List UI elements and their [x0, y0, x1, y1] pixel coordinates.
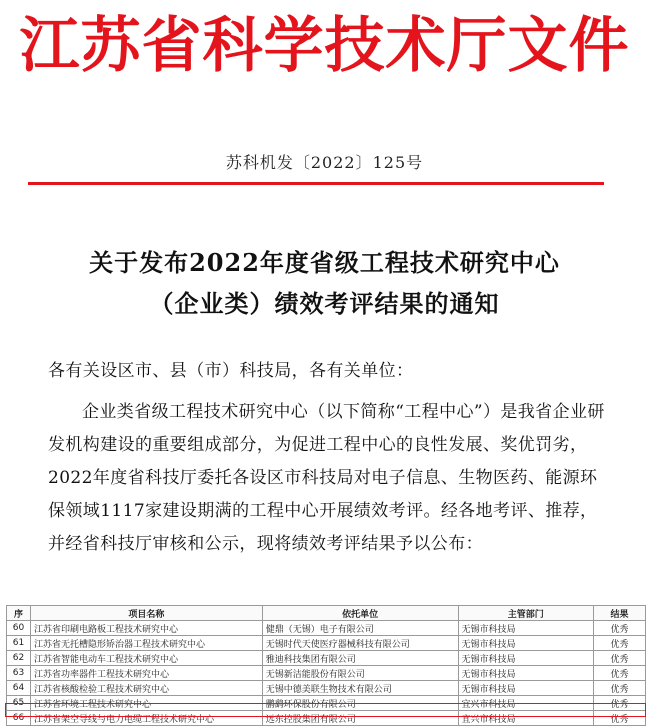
cell-result: 优秀 — [594, 696, 646, 711]
notice-title-line-2: （企业类）绩效考评结果的通知 — [149, 289, 500, 318]
table-row — [7, 621, 646, 636]
cell-no: 62 — [7, 651, 31, 666]
cell-project: 江苏省功率器件工程技术研究中心 — [30, 666, 262, 681]
table-row — [7, 696, 646, 711]
cell-result: 优秀 — [594, 666, 646, 681]
header-project: 项目名称 — [30, 606, 262, 621]
cell-dept: 无锡市科技局 — [458, 681, 594, 696]
header-unit: 依托单位 — [262, 606, 458, 621]
table-header-row — [7, 606, 646, 621]
cell-project: 江苏省架空导线与电力电缆工程技术研究中心 — [30, 711, 262, 726]
table-row — [7, 636, 646, 651]
cell-result: 优秀 — [594, 636, 646, 651]
table-row — [7, 681, 646, 696]
cell-project: 江苏省无托槽隐形矫治器工程技术研究中心 — [30, 636, 262, 651]
document-masthead: 江苏省科学技术厅文件 — [19, 11, 630, 81]
cell-dept: 无锡市科技局 — [458, 651, 594, 666]
cell-dept: 无锡市科技局 — [458, 636, 594, 651]
cell-unit: 远东控股集团有限公司 — [262, 711, 458, 726]
salutation: 各有关设区市、县（市）科技局，各有关单位： — [48, 361, 414, 381]
table-row-highlighted — [7, 711, 646, 726]
cell-unit: 无锡新洁能股份有限公司 — [262, 666, 458, 681]
cell-result: 优秀 — [594, 651, 646, 666]
cell-unit: 雅迪科技集团有限公司 — [262, 651, 458, 666]
cell-project: 江苏省核酸检验工程技术研究中心 — [30, 681, 262, 696]
cell-dept: 无锡市科技局 — [458, 666, 594, 681]
cell-no: 60 — [7, 621, 31, 636]
table-row — [7, 651, 646, 666]
cell-project: 江苏省印刷电路板工程技术研究中心 — [30, 621, 262, 636]
header-result: 结果 — [594, 606, 646, 621]
cell-unit: 鹏鹞环保股份有限公司 — [262, 696, 458, 711]
cell-unit: 无锡时代天使医疗器械科技有限公司 — [262, 636, 458, 651]
results-table — [6, 605, 646, 726]
header-dept: 主管部门 — [458, 606, 594, 621]
cell-unit: 健鼎（无锡）电子有限公司 — [262, 621, 458, 636]
red-divider-line — [28, 182, 604, 185]
cell-unit: 无锡中德美联生物技术有限公司 — [262, 681, 458, 696]
document-number: 苏科机发〔2022〕125号 — [225, 153, 424, 172]
cell-project: 江苏省智能电动车工程技术研究中心 — [30, 651, 262, 666]
notice-title-line-1: 关于发布2022年度省级工程技术研究中心 — [89, 248, 560, 277]
cell-result: 优秀 — [594, 711, 646, 726]
cell-result: 优秀 — [594, 621, 646, 636]
cell-no: 61 — [7, 636, 31, 651]
cell-dept: 无锡市科技局 — [458, 621, 594, 636]
cell-no: 66 — [7, 711, 31, 726]
cell-no: 63 — [7, 666, 31, 681]
cell-project: 江苏省环境工程技术研究中心 — [30, 696, 262, 711]
cell-no: 64 — [7, 681, 31, 696]
cell-no: 65 — [7, 696, 31, 711]
cell-dept: 宜兴市科技局 — [458, 696, 594, 711]
body-paragraph: 企业类省级工程技术研究中心（以下简称“工程中心”）是我省企业研发机构建设的重要组成部分，为促进工程中心的良性发展、奖优罚劣，2022年度省科技厅委托各设区市科技局对电子信息、生物医药、能源环保领域1117家建设期满的工程中心开展绩效考评。经各地考评、推荐，并经省科技厅审核和公示，现将绩效考评结果予以公布： — [48, 402, 605, 554]
table-row — [7, 666, 646, 681]
cell-dept: 宜兴市科技局 — [458, 711, 594, 726]
cell-result: 优秀 — [594, 681, 646, 696]
header-no: 序 — [7, 606, 31, 621]
